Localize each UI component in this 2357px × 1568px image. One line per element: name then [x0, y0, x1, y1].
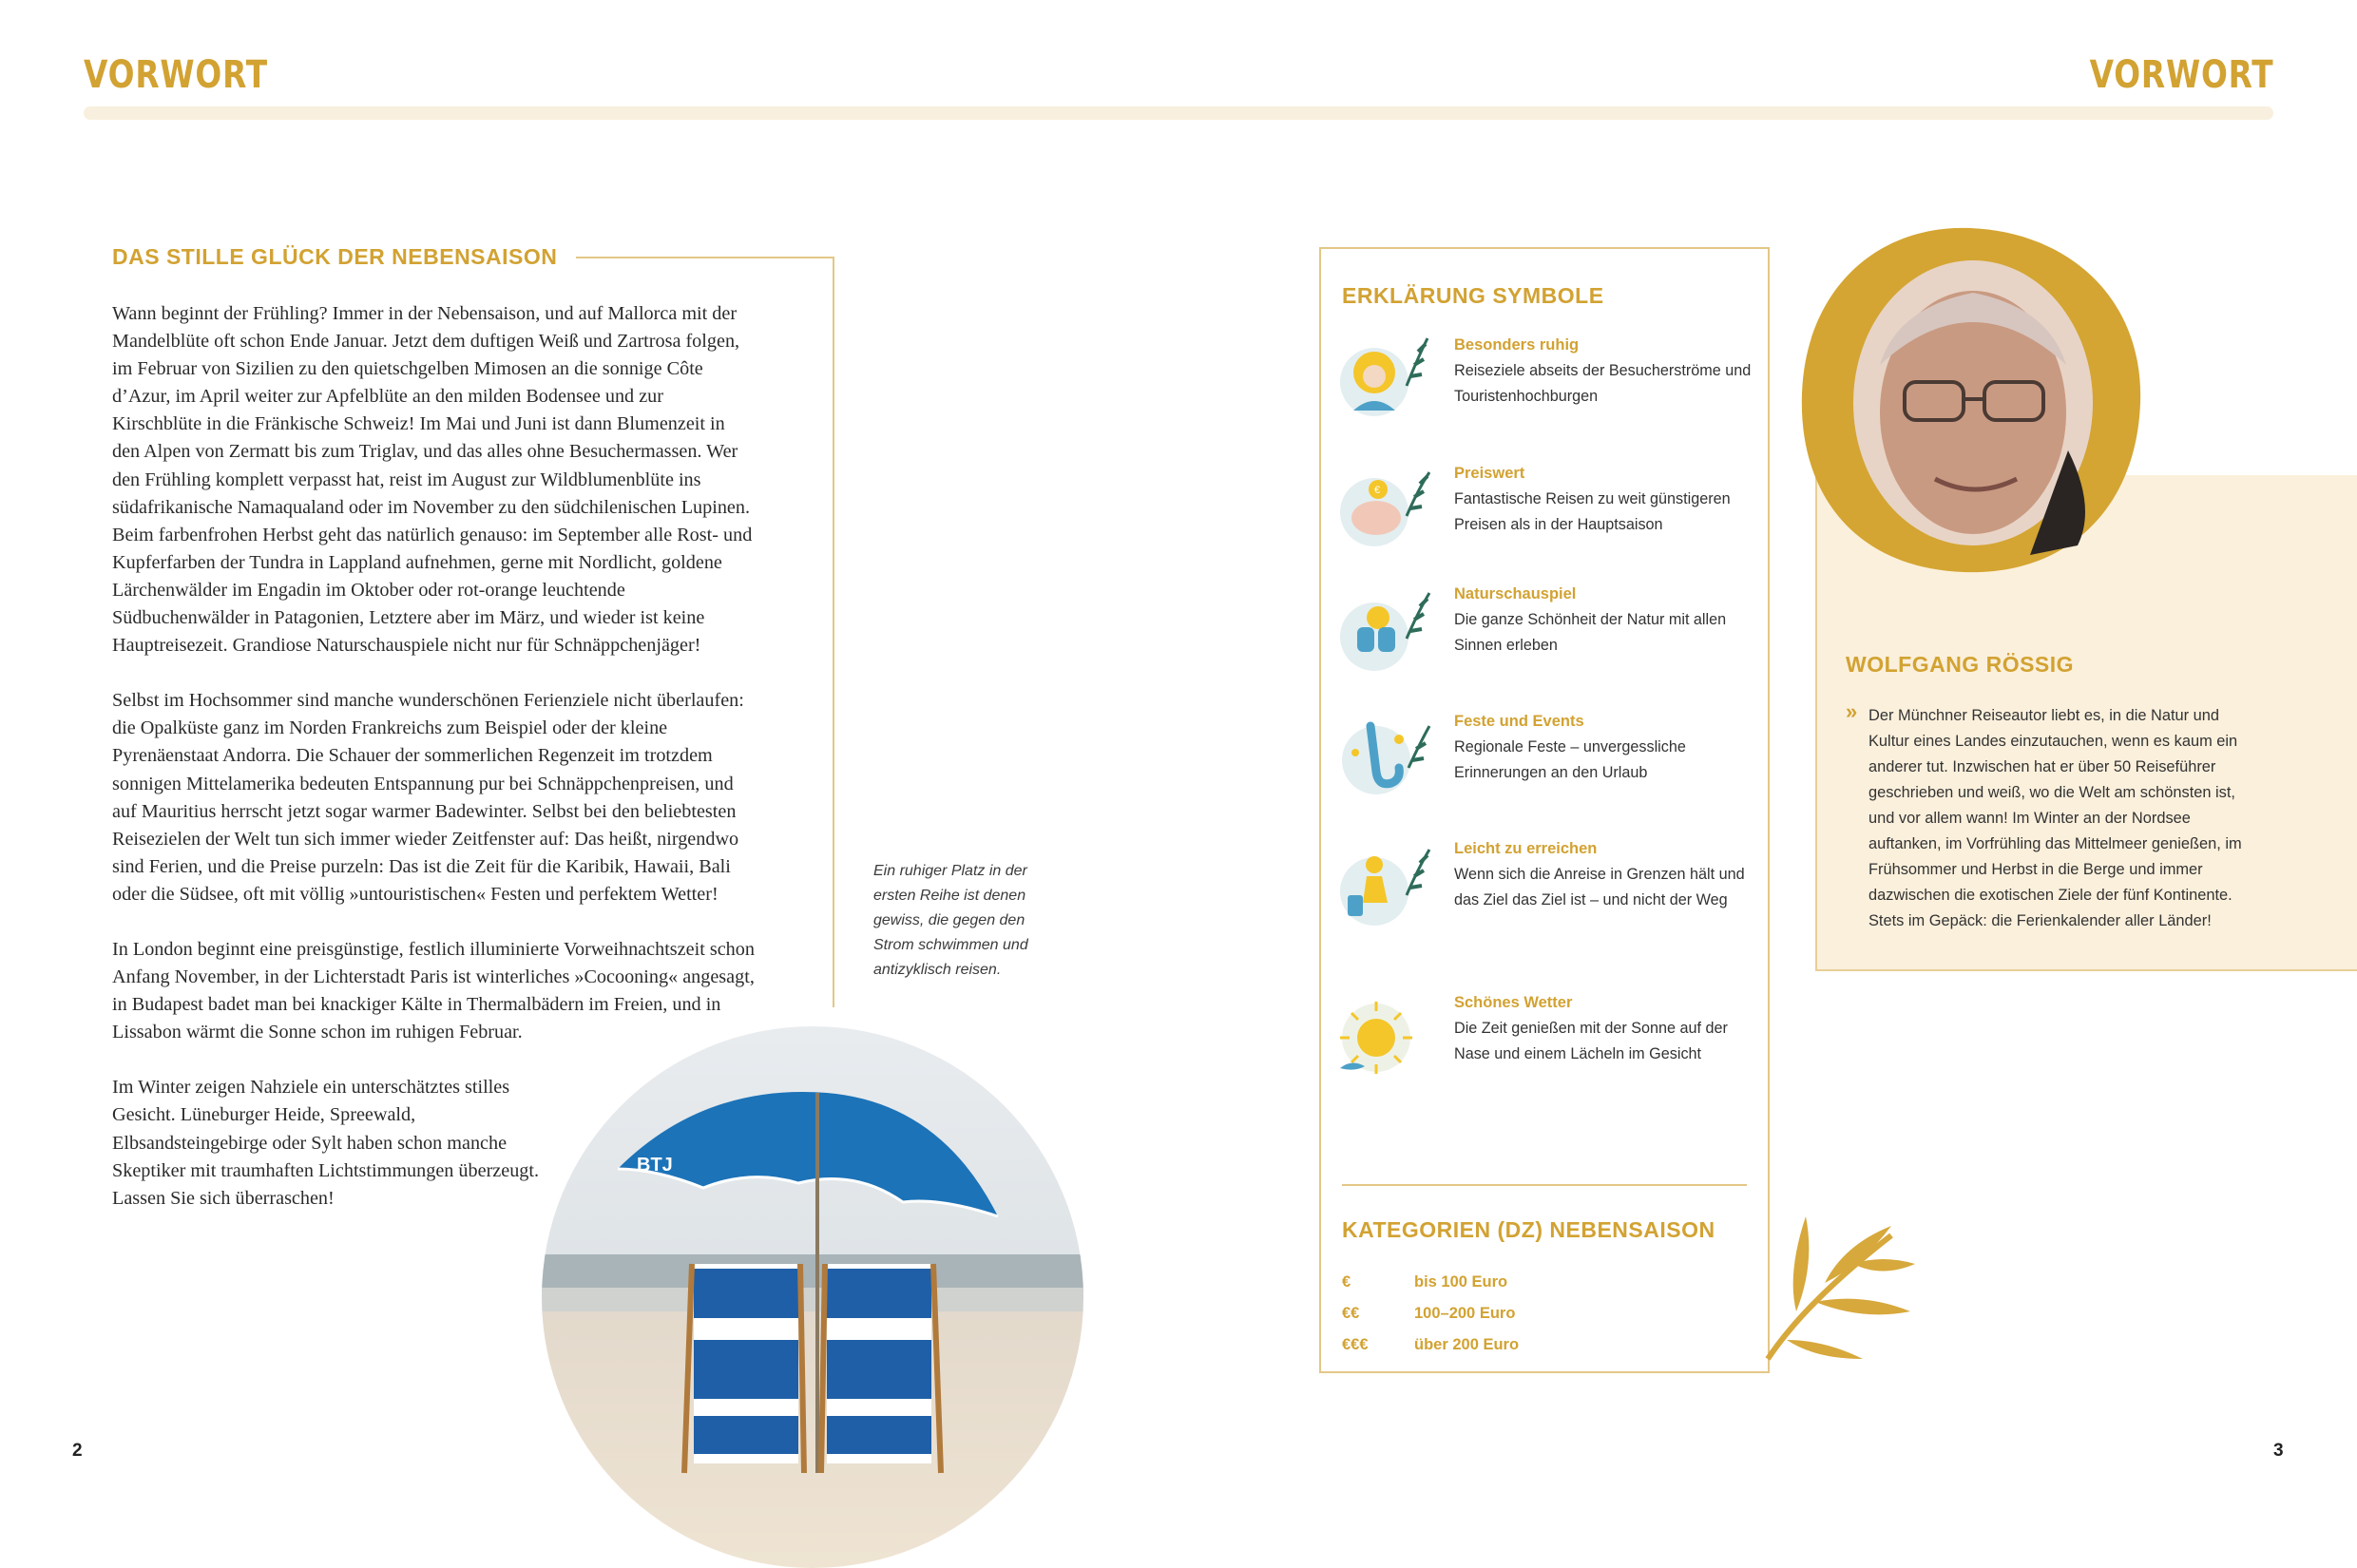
category-label: über 200 Euro — [1414, 1336, 1520, 1353]
bio-marker-icon: » — [1846, 699, 1858, 723]
category-label: 100–200 Euro — [1414, 1305, 1516, 1322]
author-bio-text: Der Münchner Reiseautor liebt es, in die Natur und Kultur eines Landes einzutauchen, wenn es kaum ein anderer tut. Inzwischen hat er über 50 Reiseführer geschrieben und weiß, wo die Welt am schönsten ist, und vor allem wann! Im Winter an der Nordsee auftanken, im Vorfrühling das Mittelmeer genießen, im Frühsommer und Herbst in die Berge und immer dazwischen die exotischen Ziele der fünf Kontinente. Stets im Gepäck: die Ferienkalender aller Länder! — [1868, 707, 2242, 929]
calm-person-icon — [1332, 329, 1435, 431]
divider — [1342, 1184, 1747, 1186]
traveler-suitcase-icon — [1332, 832, 1435, 935]
category-row — [1342, 1273, 1507, 1291]
photo-caption: Ein ruhiger Platz in der ersten Reihe ist denen gewiss, die gegen den Strom schwimmen und antizyklisch reisen. — [873, 863, 1028, 978]
symbol-description: Fantastische Reisen zu weit günstigeren Preisen als in der Hauptsaison — [1454, 490, 1731, 533]
article-paragraph: Selbst im Hochsommer sind manche wunderschönen Ferienziele nicht überlaufen: die Opalküste ganz im Norden Frankreichs zum Beispiel oder der kleine Pyrenäenstaat Andorra. Die Schauer der sommerlichen Regenzeit im trotzdem sonnigen Mittelamerika bedeuten Entspannung pur bei Schnäppchenpreisen, und auf Mauritius herrscht jetzt sogar warmer Badewinter. Selbst bei den beliebtesten Reisezielen der Welt tun sich immer wieder Zeitfenster auf: Das heißt, nirgendwo sind Ferien, und die Preise purzeln: Das ist die Zeit für die Karibik, Hawaii, Bali oder die Südsee, oft mit völlig »untouristischen« Festen und perfektem Wetter! — [112, 690, 744, 905]
symbols-title: ERKLÄRUNG SYMBOLE — [1342, 283, 1604, 308]
svg-text:€: € — [1374, 485, 1381, 496]
author-bio — [1846, 699, 2254, 934]
beach-umbrella-photo — [542, 1026, 1083, 1568]
symbol-title: Schönes Wetter — [1454, 994, 1573, 1011]
page-number-left: 2 — [72, 1441, 83, 1461]
saxophone-icon — [1332, 705, 1435, 808]
piggy-bank-icon — [1332, 457, 1435, 560]
svg-text:BTJ: BTJ — [637, 1155, 673, 1176]
symbol-description: Die Zeit genießen mit der Sonne auf der Nase und einem Lächeln im Gesicht — [1454, 1020, 1728, 1062]
symbol-title: Preiswert — [1454, 465, 1525, 482]
category-label: bis 100 Euro — [1414, 1273, 1508, 1291]
author-name: WOLFGANG RÖSSIG — [1846, 652, 2075, 677]
sun-icon — [1332, 986, 1435, 1089]
symbol-text — [1454, 713, 1768, 786]
page-title-left: VORWORT — [84, 53, 268, 97]
category-symbol: €€ — [1342, 1305, 1360, 1322]
symbol-text — [1454, 465, 1768, 538]
symbol-item — [1332, 986, 1770, 1091]
binoculars-icon — [1332, 578, 1435, 680]
page-number-right: 3 — [2273, 1441, 2284, 1461]
symbol-description: Wenn sich die Anreise in Grenzen hält und das Ziel das Ziel ist – und nicht der Weg — [1454, 866, 1745, 908]
header-brush-stroke — [84, 106, 2273, 120]
symbol-item — [1332, 329, 1770, 433]
symbol-description: Regionale Feste – unvergessliche Erinnerungen an den Urlaub — [1454, 738, 1686, 781]
article-paragraph: In London beginnt eine preisgünstige, festlich illuminierte Vorweihnachtszeit schon Anfang November, in der Lichterstadt Paris ist winterliches »Cocooning« angesagt, in Budapest badet man bei knackiger Kälte in Thermalbädern im Freien, und in Lissabon wärmt die Sonne schon im ruhigen Februar. — [112, 938, 755, 1043]
symbol-description: Die ganze Schönheit der Natur mit allen Sinnen erleben — [1454, 611, 1727, 654]
section-title: DAS STILLE GLÜCK DER NEBENSAISON — [112, 244, 576, 270]
symbol-item — [1332, 705, 1770, 810]
symbol-text — [1454, 585, 1768, 659]
symbol-item — [1332, 832, 1770, 956]
symbol-text — [1454, 994, 1768, 1067]
author-portrait — [1792, 222, 2148, 578]
leaf-branch-icon — [1749, 1197, 1920, 1368]
symbol-title: Leicht zu erreichen — [1454, 840, 1598, 857]
category-symbol: € — [1342, 1273, 1351, 1291]
category-row — [1342, 1336, 1519, 1354]
article-paragraph: Wann beginnt der Frühling? Immer in der Nebensaison, und auf Mallorca mit der Mandelblüte oft schon Ende Januar. Jetzt dem duftigen Weiß und Zartrosa folgen, im Februar von Sizilien zu den quietschgelben Mimosen an die sonnige Côte d’Azur, im April weiter zur Apfelblüte an den milden Bodensee und zur Kirschblüte in die Fränkische Schweiz! Im Mai und Juni ist dann Blumenzeit in den Alpen von Zermatt bis zum Triglav, und das alles ohne Besuchermassen. Wer den Frühling komplett verpasst hat, reist im August zur Wildblumenblüte ins südafrikanische Namaqualand oder im November zu den südchilenischen Lupinen. Beim farbenfrohen Herbst geht das natürlich genauso: im September alle Rost- und Kupferfarben der Tundra in Lappland aufnehmen, gerne mit Nordlicht, goldene Lärchenwälder im Engadin im Oktober oder rot-orange leuchtende Südbuchenwälder in Patagonien, Letztere aber im März, und wieder ist keine Hauptreisezeit. Grandiose Naturschauspiele nicht nur für Schnäppchenjäger! — [112, 303, 753, 657]
page-title-right: VORWORT — [2089, 53, 2273, 97]
symbol-title: Besonders ruhig — [1454, 336, 1580, 354]
symbol-description: Reiseziele abseits der Besucherströme und Touristenhochburgen — [1454, 362, 1752, 405]
beach-scene-illustration — [542, 1026, 1083, 1568]
symbol-item — [1332, 457, 1770, 562]
symbol-item — [1332, 578, 1770, 682]
symbol-text — [1454, 840, 1768, 913]
article-paragraph: Im Winter zeigen Nahziele ein unterschätztes stilles Gesicht. Lüneburger Heide, Spreewald, Elbsandsteingebirge oder Sylt haben schon manche Skeptiker mit traumhaften Lichtstimmungen überzeugt. Lassen Sie sich überraschen! — [112, 1077, 540, 1209]
categories-title: KATEGORIEN (DZ) NEBENSAISON — [1342, 1217, 1715, 1242]
symbol-title: Naturschauspiel — [1454, 585, 1577, 602]
symbol-text — [1454, 336, 1768, 410]
symbol-title: Feste und Events — [1454, 713, 1584, 730]
category-symbol: €€€ — [1342, 1336, 1369, 1353]
category-row — [1342, 1305, 1515, 1323]
